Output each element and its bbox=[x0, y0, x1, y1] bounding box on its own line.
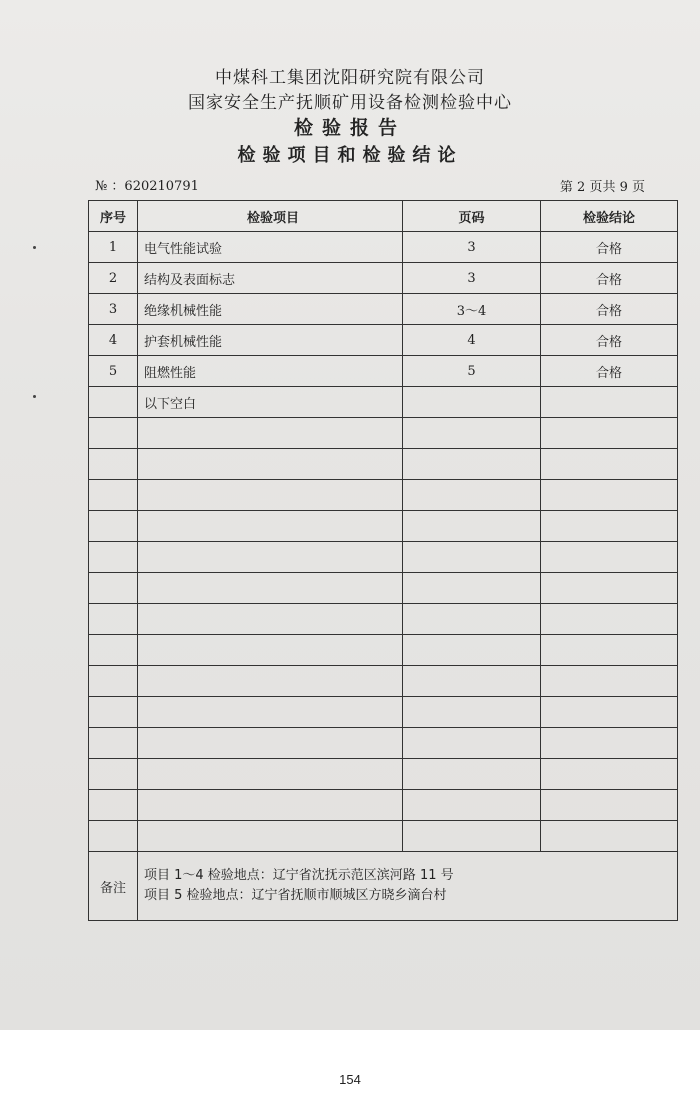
report-title: 检验报告 bbox=[293, 117, 406, 139]
cell-result: 合格 bbox=[541, 325, 678, 356]
table-row bbox=[89, 387, 678, 418]
org-name-line2: 国家安全生产抚顺矿用设备检测检验中心 bbox=[188, 93, 512, 113]
cell-result: 合格 bbox=[541, 294, 678, 325]
cell-item: 电气性能试验 bbox=[138, 232, 403, 263]
remark-label: 备注 bbox=[89, 852, 138, 921]
empty-row bbox=[89, 573, 678, 604]
cell-page: 4 bbox=[403, 325, 541, 356]
inspection-table bbox=[88, 200, 678, 921]
org-name-line1: 中煤科工集团沈阳研究院有限公司 bbox=[215, 68, 485, 88]
report-number: № ：620210791 bbox=[95, 179, 199, 194]
table-row bbox=[89, 325, 678, 356]
cell-item: 绝缘机械性能 bbox=[138, 294, 403, 325]
header-item: 检验项目 bbox=[138, 201, 403, 232]
cell-page: 5 bbox=[403, 356, 541, 387]
cell-seq: 2 bbox=[89, 263, 138, 294]
table-row bbox=[89, 232, 678, 263]
cell-item: 结构及表面标志 bbox=[138, 263, 403, 294]
cell-item: 阻燃性能 bbox=[138, 356, 403, 387]
cell-item: 护套机械性能 bbox=[138, 325, 403, 356]
cell-result bbox=[541, 387, 678, 418]
header-page: 页码 bbox=[403, 201, 541, 232]
remark-row bbox=[89, 852, 678, 921]
empty-row bbox=[89, 542, 678, 573]
empty-row bbox=[89, 635, 678, 666]
page-indicator: 第 2 页共 9 页 bbox=[559, 180, 645, 195]
cell-page: 3 bbox=[403, 263, 541, 294]
header-result: 检验结论 bbox=[541, 201, 678, 232]
table-row bbox=[89, 263, 678, 294]
scan-speck bbox=[33, 395, 36, 398]
header-seq: 序号 bbox=[89, 201, 138, 232]
cell-page: 3～4 bbox=[403, 294, 541, 325]
cell-seq: 3 bbox=[89, 294, 138, 325]
page-number: 154 bbox=[339, 1072, 361, 1087]
report-subtitle: 检验项目和检验结论 bbox=[237, 145, 463, 166]
empty-row bbox=[89, 821, 678, 852]
cell-seq: 4 bbox=[89, 325, 138, 356]
empty-row bbox=[89, 759, 678, 790]
remark-text bbox=[138, 852, 678, 921]
empty-row bbox=[89, 511, 678, 542]
empty-row bbox=[89, 604, 678, 635]
remark-line1: 项目 1～4 检验地点：辽宁省沈抚示范区滨河路 11 号 bbox=[144, 868, 454, 883]
cell-page: 3 bbox=[403, 232, 541, 263]
table-header-row bbox=[89, 201, 678, 232]
empty-row bbox=[89, 790, 678, 821]
cell-item: 以下空白 bbox=[138, 387, 403, 418]
cell-seq: 5 bbox=[89, 356, 138, 387]
cell-seq bbox=[89, 387, 138, 418]
cell-result: 合格 bbox=[541, 263, 678, 294]
table-row bbox=[89, 356, 678, 387]
empty-row bbox=[89, 418, 678, 449]
empty-row bbox=[89, 728, 678, 759]
empty-row bbox=[89, 449, 678, 480]
cell-result: 合格 bbox=[541, 232, 678, 263]
cell-page bbox=[403, 387, 541, 418]
cell-seq: 1 bbox=[89, 232, 138, 263]
empty-row bbox=[89, 666, 678, 697]
remark-line2: 项目 5 检验地点：辽宁省抚顺市顺城区方晓乡滴台村 bbox=[144, 888, 447, 903]
cell-result: 合格 bbox=[541, 356, 678, 387]
scan-speck bbox=[33, 246, 36, 249]
empty-row bbox=[89, 480, 678, 511]
table-row bbox=[89, 294, 678, 325]
empty-row bbox=[89, 697, 678, 728]
